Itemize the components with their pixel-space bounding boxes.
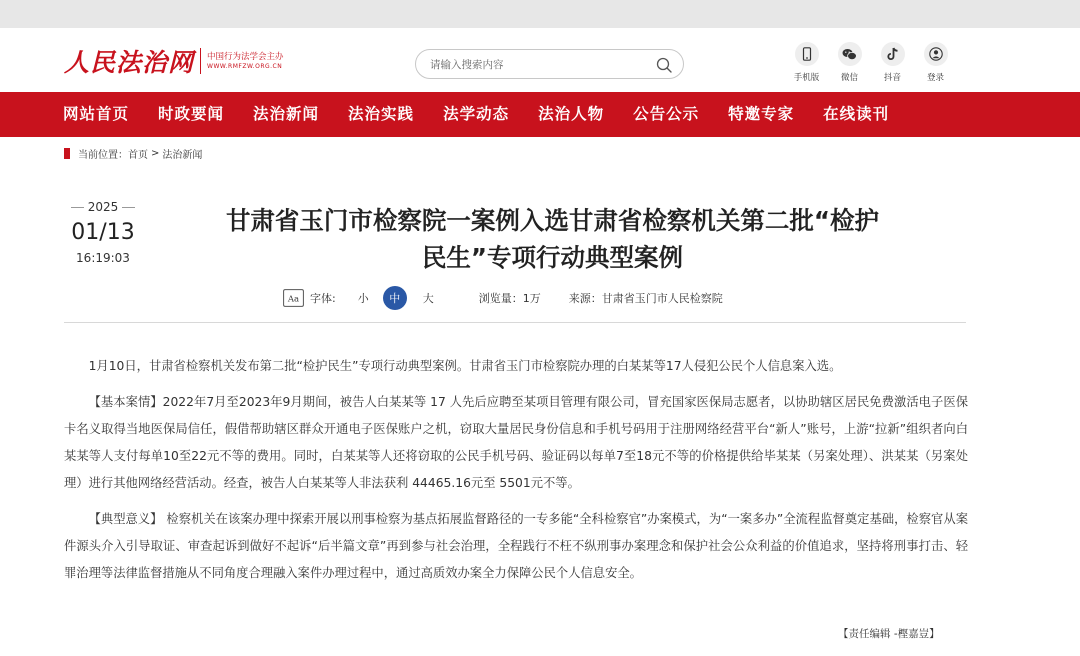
mobile-version-label: 手机版 — [793, 73, 820, 83]
main-nav — [0, 92, 1080, 137]
logo-subtitle-cn: 中国行为法学会主办 — [207, 52, 284, 63]
douyin-icon — [881, 42, 905, 66]
font-size-icon — [283, 289, 304, 307]
publish-month-day: 01/13 — [71, 220, 135, 245]
article-paragraph: 【基本案情】2022年7月至2023年9月期间，被告人白某某等 17 人先后应聘至某项目管理有限公司，冒充国家医保局志愿者，以协助辖区居民免费激活电子医保卡名义取得当地医保局信任，假借帮助辖区群众开通电子医保账户之机，窃取大量居民身份信息和手机号码用于注册网络经营平台“新人”账号，上游“拉新”组织者向白某某等人支付每单10至22元不等的费用。同时，白某某等人还将窃取的公民手机号码、验证码以每单7至18元不等的价格提供给毕某某（另案处理）、洪某某（另案处理）进行其他网络经营活动。经查，被告人白某某等人非法获利 44465.16元至 5501元不等。 — [64, 395, 968, 490]
article-paragraph: 【典型意义】 检察机关在该案办理中探索开展以刑事检察为基点拓展监督路径的一专多能“全科检察官”办案模式，为“一案多办”全流程监督奠定基础，检察官从案件源头介入引导取证、审查起诉到做好不起诉“后半篇文章”再到参与社会治理，全程践行不枉不纵刑事办案理念和保护社会公众利益的价值追求，坚持将刑事打击、轻罪治理等法律监督措施从不同角度合理融入案件办理过程中，通过高质效办案全力保障公民个人信息安全。 — [64, 512, 968, 580]
logo-subtitle — [207, 52, 284, 69]
view-count: 浏览量：1万 — [478, 292, 541, 305]
font-size-small-button[interactable]: 小 — [357, 292, 369, 305]
header-tools — [790, 42, 952, 83]
nav-item-politics[interactable]: 时政要闻 — [158, 105, 225, 123]
nav-item-experts[interactable]: 特邀专家 — [728, 105, 795, 123]
breadcrumb-separator: > — [151, 147, 160, 159]
article-title-line1: 甘肃省玉门市检察院一案例入选甘肃省检察机关第二批“检护 — [225, 206, 880, 235]
breadcrumb — [64, 146, 202, 160]
font-size-medium-button[interactable]: 中 — [383, 286, 407, 310]
search-icon[interactable] — [655, 56, 673, 74]
responsible-editor: 【责任编辑 -樫嘉豈】 — [838, 628, 940, 640]
article-body — [64, 353, 968, 596]
article-meta — [283, 287, 723, 309]
breadcrumb-section-link[interactable]: 法治新闻 — [162, 149, 203, 161]
douyin-button[interactable] — [876, 42, 909, 83]
nav-item-law-news[interactable]: 法治新闻 — [253, 105, 320, 123]
logo-subtitle-en: WWW.RMFZW.ORG.CN — [207, 62, 283, 70]
phone-icon — [795, 42, 819, 66]
breadcrumb-home-link[interactable]: 首页 — [128, 149, 148, 161]
user-icon — [924, 42, 948, 66]
nav-item-announcements[interactable]: 公告公示 — [633, 105, 700, 123]
article-source: 来源：甘肃省玉门市人民检察院 — [568, 292, 723, 305]
font-size-label: 字体: — [310, 292, 336, 305]
site-logo[interactable] — [64, 44, 284, 78]
publish-time: 16:19:03 — [76, 251, 130, 265]
svg-text:Aa: Aa — [287, 294, 300, 305]
search-input[interactable] — [430, 56, 650, 74]
article-paragraph: 1月10日，甘肃省检察机关发布第二批“检护民生”专项行动典型案例。甘肃省玉门市检察院办理的白某某等17人侵犯公民个人信息案入选。 — [88, 359, 842, 373]
nav-item-law-practice[interactable]: 法治实践 — [348, 105, 415, 123]
nav-item-online-journal[interactable]: 在线读刊 — [823, 105, 890, 123]
top-gray-bar — [0, 0, 1080, 28]
wechat-icon — [838, 42, 862, 66]
title-divider — [64, 322, 966, 323]
search-box — [415, 49, 684, 79]
breadcrumb-label: 当前位置： — [78, 149, 128, 161]
mobile-version-button[interactable] — [790, 42, 823, 83]
article-title — [180, 202, 925, 276]
font-size-large-button[interactable]: 大 — [422, 292, 434, 305]
article-title-line2: 民生”专项行动典型案例 — [421, 243, 684, 272]
nav-item-law-people[interactable]: 法治人物 — [538, 105, 605, 123]
logo-separator — [200, 48, 201, 74]
login-button[interactable] — [919, 42, 952, 83]
site-header — [0, 28, 1080, 92]
nav-item-law-trends[interactable]: 法学动态 — [443, 105, 510, 123]
breadcrumb-marker — [64, 148, 70, 159]
logo-wordmark: 人民法治网 — [64, 48, 195, 77]
nav-item-home[interactable]: 网站首页 — [63, 105, 130, 123]
publish-date — [64, 200, 142, 265]
login-label: 登录 — [926, 73, 944, 83]
douyin-label: 抖音 — [883, 73, 901, 83]
wechat-button[interactable] — [833, 42, 866, 83]
publish-year: 2025 — [64, 200, 142, 214]
wechat-label: 微信 — [840, 73, 858, 83]
